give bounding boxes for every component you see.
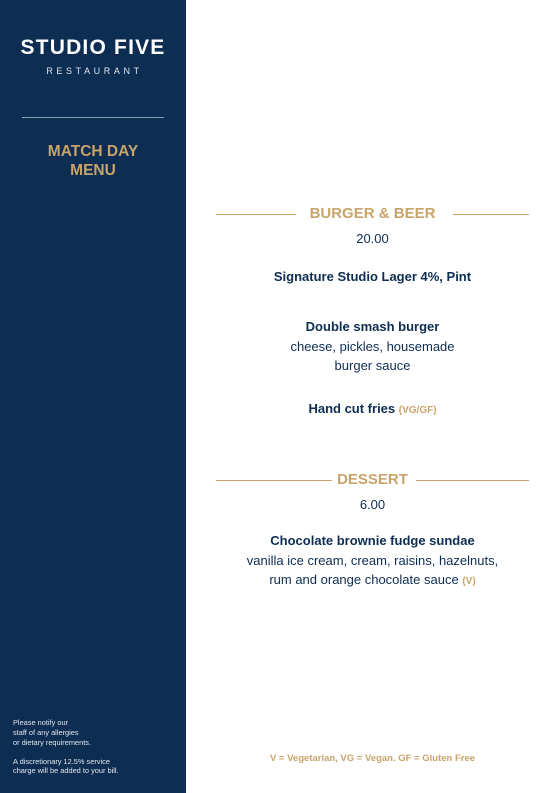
dietary-tag: (V) [462, 576, 476, 587]
section-header-dessert [216, 470, 529, 490]
section-header-burger-beer [216, 204, 529, 224]
menu-heading-line1: MATCH DAY [47, 143, 139, 160]
header-rule-right [453, 214, 529, 215]
sidebar-panel [0, 0, 186, 793]
menu-item-name: Chocolate brownie fudge sundae [270, 533, 475, 548]
description-line-with-tag [216, 570, 529, 591]
sidebar-divider [22, 117, 164, 118]
description-line: vanilla ice cream, cream, raisins, hazelnuts, [246, 553, 499, 568]
header-rule-right [416, 480, 529, 481]
brand-subtitle: RESTAURANT [46, 66, 143, 76]
menu-item-name: Hand cut fries [308, 401, 396, 416]
menu-item-description: cheese, pickles, housemade burger sauce [290, 339, 455, 373]
sidebar-notes [13, 718, 178, 776]
brand-title: STUDIO FIVE [20, 36, 166, 59]
menu-content [186, 0, 559, 793]
dietary-legend: V = Vegetarian, VG = Vegan. GF = Gluten Free [269, 753, 476, 764]
menu-heading-line2: MENU [70, 162, 116, 179]
section-title: DESSERT [337, 471, 408, 488]
menu-heading [0, 142, 186, 180]
service-charge-note: A discretionary 12.5% service charge will be added to your bill. [13, 756, 119, 776]
section-title: BURGER & BEER [309, 205, 436, 222]
dietary-tag: (VG/GF) [398, 405, 437, 416]
menu-item-name: Signature Studio Lager 4%, Pint [273, 269, 472, 284]
menu-item-description [216, 551, 529, 591]
section-price: 6.00 [359, 497, 386, 512]
menu-item-name: Double smash burger [305, 319, 440, 334]
menu-item-fries [216, 401, 529, 416]
description-text: rum and orange chocolate sauce [269, 572, 459, 587]
allergy-note: Please notify our staff of any allergies or dietary requirements. [13, 718, 92, 747]
section-price: 20.00 [356, 231, 389, 246]
